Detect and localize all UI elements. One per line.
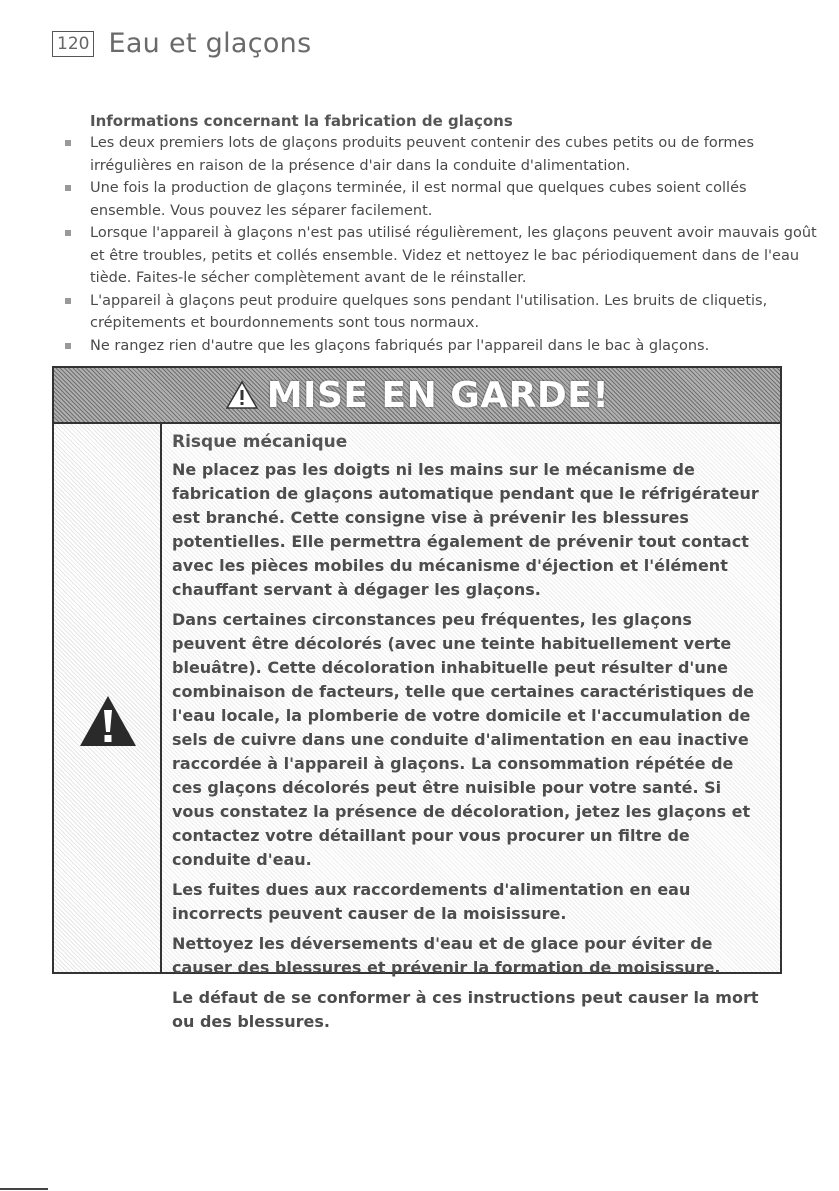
- bullet-icon: [65, 298, 71, 304]
- bullet-icon: [65, 140, 71, 146]
- warning-banner: [54, 368, 780, 424]
- warning-content: [162, 424, 780, 1031]
- bullet-icon: [65, 343, 71, 349]
- list-item: [60, 177, 820, 222]
- page-number: 120: [52, 31, 94, 57]
- page-title: Eau et glaçons: [108, 28, 312, 59]
- warning-paragraph: Ne placez pas les doigts ni les mains sur le mécanisme de fabrication de glaçons automatique pendant que le réfrigérateur est branché. Cette consigne vise à prévenir les blessures potentielles. Elle permettra également de prévenir tout contact avec les pièces mobiles du mécanisme d'éjection et l'élément chauffant servant à dégager les glaçons.: [172, 460, 759, 599]
- list-item-text: L'appareil à glaçons peut produire quelques sons pendant l'utilisation. Les bruits de cliquetis, crépitements et bourdonnements sont tous normaux.: [90, 292, 768, 331]
- warning-box: [52, 366, 782, 1031]
- list-item-text: Les deux premiers lots de glaçons produits peuvent contenir des cubes petits ou de formes irrégulières en raison de la présence d'air dans la conduite d'alimentation.: [90, 135, 755, 174]
- warning-icon-column: [54, 424, 162, 972]
- footer-rule: [0, 1188, 48, 1190]
- list-item: [60, 335, 820, 358]
- warning-banner-text: MISE EN GARDE!: [266, 374, 610, 416]
- bullet-icon: [65, 230, 71, 236]
- list-item: [60, 222, 820, 290]
- list-item: [60, 290, 820, 335]
- warning-paragraph: Les fuites dues aux raccordements d'alimentation en eau incorrects peuvent causer de la moisissure.: [172, 880, 691, 923]
- warning-paragraph: Dans certaines circonstances peu fréquentes, les glaçons peuvent être décolorés (avec une teinte habituellement verte bleuâtre). Cette décoloration inhabituelle peut résulter d'une combinaison de facteurs, telle que certaines caractéristiques de l'eau locale, la plomberie de votre domicile et l'accumulation de sels de cuivre dans une conduite d'alimentation en eau inactive raccordée à l'appareil à glaçons. La consommation répétée de ces glaçons décolorés peut être nuisible pour votre santé. Si vous constatez la présence de décoloration, jetez les glaçons et contactez votre détaillant pour vous procurer un filtre de conduite d'eau.: [172, 610, 755, 869]
- info-bullet-list: [60, 132, 820, 357]
- warning-triangle-icon: [225, 380, 259, 410]
- list-item-text: Lorsque l'appareil à glaçons n'est pas utilisé régulièrement, les glaçons peuvent avoir mauvais goût et être troubles, petits et collés ensemble. Videz et nettoyez le bac périodiquement dans de l'eau tiède. Faites-le sécher complètement avant de le réinstaller.: [90, 225, 817, 286]
- list-item-text: Une fois la production de glaçons terminée, il est normal que quelques cubes soient collés ensemble. Vous pouvez les séparer facilement.: [90, 180, 747, 219]
- page-header: [52, 28, 311, 59]
- ice-info-section: [60, 112, 820, 357]
- warning-heading: Risque mécanique: [172, 432, 348, 452]
- section-title: Informations concernant la fabrication de glaçons: [90, 112, 513, 130]
- warning-triangle-icon: [78, 694, 138, 748]
- bullet-icon: [65, 185, 71, 191]
- list-item: [60, 132, 820, 177]
- warning-paragraph: Nettoyez les déversements d'eau et de glace pour éviter de causer des blessures et prévenir la formation de moisissure.: [172, 934, 721, 977]
- list-item-text: Ne rangez rien d'autre que les glaçons fabriqués par l'appareil dans le bac à glaçons.: [90, 337, 710, 354]
- warning-paragraph: Le défaut de se conformer à ces instructions peut causer la mort ou des blessures.: [172, 988, 759, 1031]
